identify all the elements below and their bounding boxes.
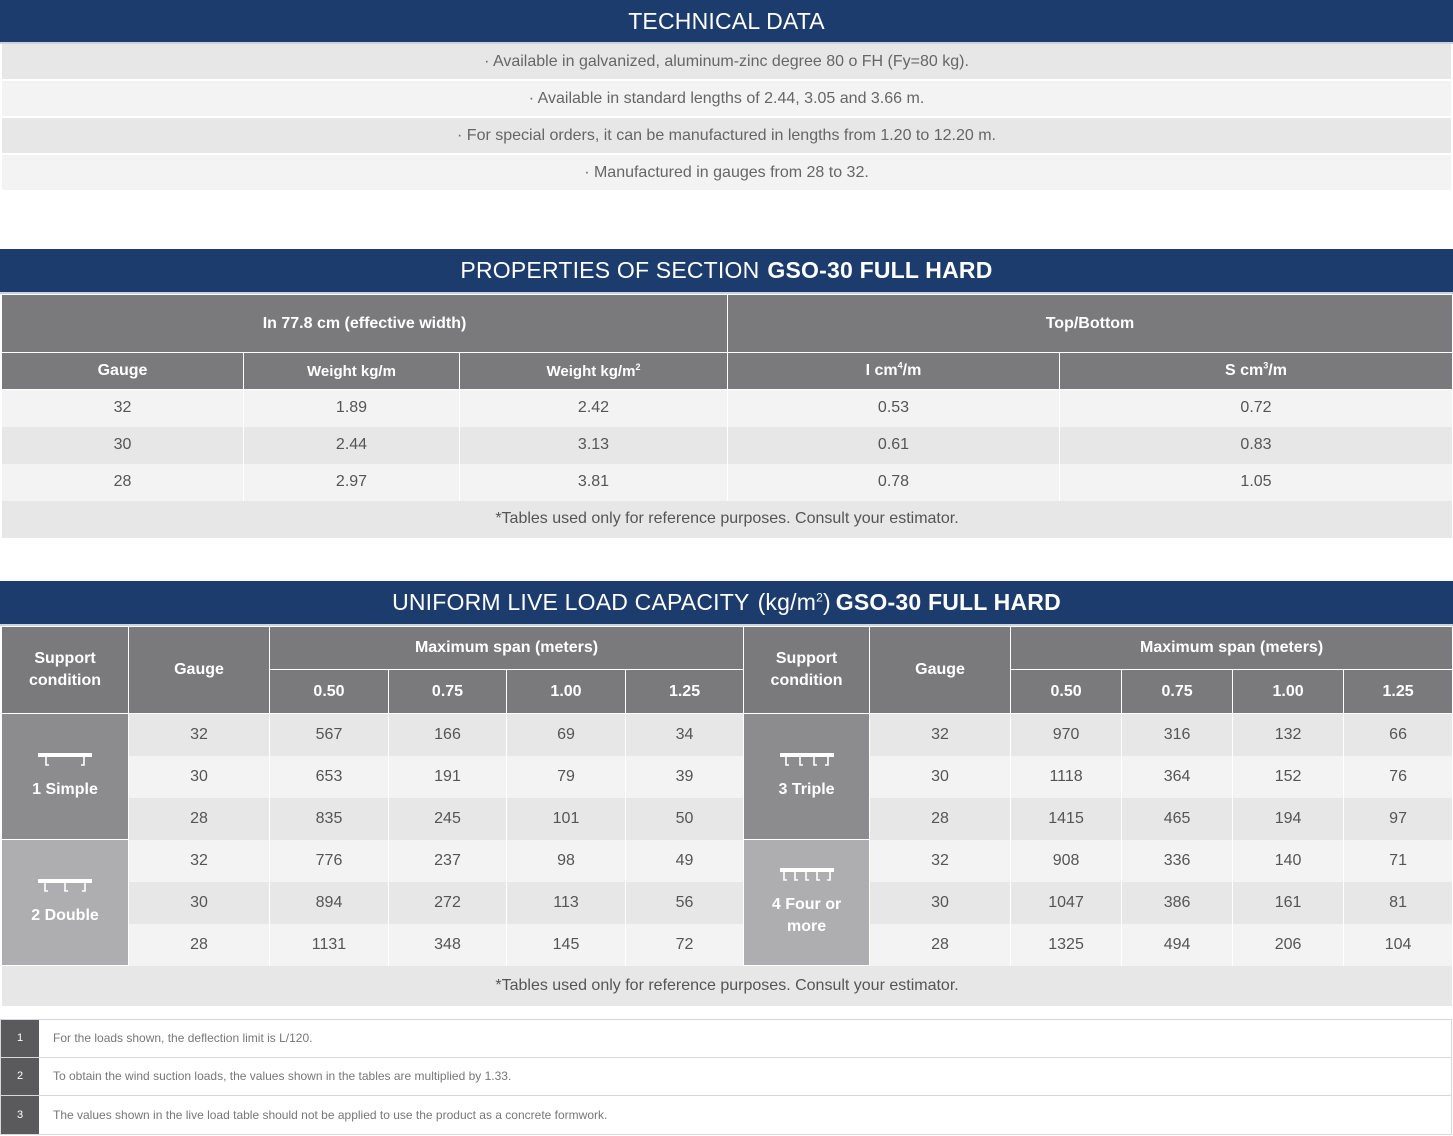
simple-span-icon — [38, 753, 92, 767]
properties-note: *Tables used only for reference purposes. Consult your estimator. — [2, 501, 1453, 538]
triple-span-icon — [780, 753, 834, 767]
table-row: 28 1131 348 145 72 28 1325 494 206 104 — [2, 924, 1453, 966]
footnote-text: For the loads shown, the deflection limit is L/120. — [39, 1020, 1451, 1057]
span-075: 0.75 — [389, 670, 507, 714]
col-gauge: Gauge — [870, 627, 1011, 714]
col-support-condition: Support condition — [2, 627, 129, 714]
footnotes — [0, 1019, 1452, 1135]
table-row: 30 653 191 79 39 30 1118 364 152 76 — [2, 756, 1453, 798]
table-row: 1 Simple 32 567 166 69 34 3 Triple 32 970 316 132 66 — [2, 714, 1453, 756]
tech-item: · Available in galvanized, aluminum-zinc degree 80 o FH (Fy=80 kg). — [2, 44, 1451, 79]
table-row: 2 Double 32 776 237 98 49 4 Four or more 32 908 336 140 71 — [2, 840, 1453, 882]
tech-item: · Manufactured in gauges from 28 to 32. — [2, 155, 1451, 190]
tech-item: · Available in standard lengths of 2.44, 3.05 and 3.66 m. — [2, 81, 1451, 116]
span-125: 1.25 — [1344, 670, 1453, 714]
span-050: 0.50 — [1011, 670, 1122, 714]
footnote-text: To obtain the wind suction loads, the values shown in the tables are multiplied by 1.33. — [39, 1058, 1451, 1096]
double-span-icon — [38, 879, 92, 893]
col-max-span: Maximum span (meters) — [270, 627, 744, 670]
load-product: GSO-30 FULL HARD — [835, 589, 1061, 615]
col-section-modulus: S $cm^3/m$ — [1060, 353, 1453, 390]
support-triple: 3 Triple — [744, 714, 870, 840]
load-header — [0, 581, 1453, 626]
four-span-icon — [780, 868, 834, 882]
span-125: 1.25 — [626, 670, 744, 714]
col-support-condition: Support condition — [744, 627, 870, 714]
properties-header — [0, 249, 1453, 294]
col-gauge: Gauge — [2, 353, 244, 390]
footnote-number: 3 — [1, 1096, 39, 1134]
col-weight-m2: Weight $kg/m^2$ — [460, 353, 728, 390]
properties-table — [1, 294, 1453, 538]
properties-title: PROPERTIES OF SECTION — [460, 257, 760, 283]
load-title: UNIFORM LIVE LOAD CAPACITY — [392, 589, 750, 615]
footnote-number: 2 — [1, 1058, 39, 1096]
footnote-row — [0, 1058, 1452, 1097]
table-row: 28 2.97 3.81 0.78 1.05 — [2, 464, 1453, 501]
technical-data-title: TECHNICAL DATA — [628, 7, 825, 34]
footnote-text: The values shown in the live load table should not be applied to use the product as a concrete formwork. — [39, 1096, 1451, 1134]
load-table — [1, 626, 1453, 1006]
group-effective-width: In 77.8 cm (effective width) — [2, 295, 728, 353]
footnote-row — [0, 1019, 1452, 1058]
support-four-or-more: 4 Four or more — [744, 840, 870, 966]
table-row: 30 2.44 3.13 0.61 0.83 — [2, 427, 1453, 464]
col-max-span: Maximum span (meters) — [1011, 627, 1453, 670]
table-row: 30 894 272 113 56 30 1047 386 161 81 — [2, 882, 1453, 924]
group-top-bottom: Top/Bottom — [728, 295, 1453, 353]
col-weight-m: Weight kg/m — [244, 353, 460, 390]
span-075: 0.75 — [1122, 670, 1233, 714]
support-simple: 1 Simple — [2, 714, 129, 840]
load-unit: $(kg/m^2)$ — [757, 589, 831, 615]
footnote-row — [0, 1096, 1452, 1135]
tech-item: · For special orders, it can be manufactured in lengths from 1.20 to 12.20 m. — [2, 118, 1451, 153]
load-note: *Tables used only for reference purposes. Consult your estimator. — [2, 966, 1453, 1006]
span-100: 1.00 — [1233, 670, 1344, 714]
table-row: 28 835 245 101 50 28 1415 465 194 97 — [2, 798, 1453, 840]
technical-data-header — [0, 0, 1453, 44]
table-row: 32 1.89 2.42 0.53 0.72 — [2, 390, 1453, 427]
col-inertia: I $cm^4/m$ — [728, 353, 1060, 390]
span-100: 1.00 — [507, 670, 626, 714]
span-050: 0.50 — [270, 670, 389, 714]
properties-product: GSO-30 FULL HARD — [767, 257, 993, 283]
col-gauge: Gauge — [129, 627, 270, 714]
footnote-number: 1 — [1, 1020, 39, 1057]
support-double: 2 Double — [2, 840, 129, 966]
